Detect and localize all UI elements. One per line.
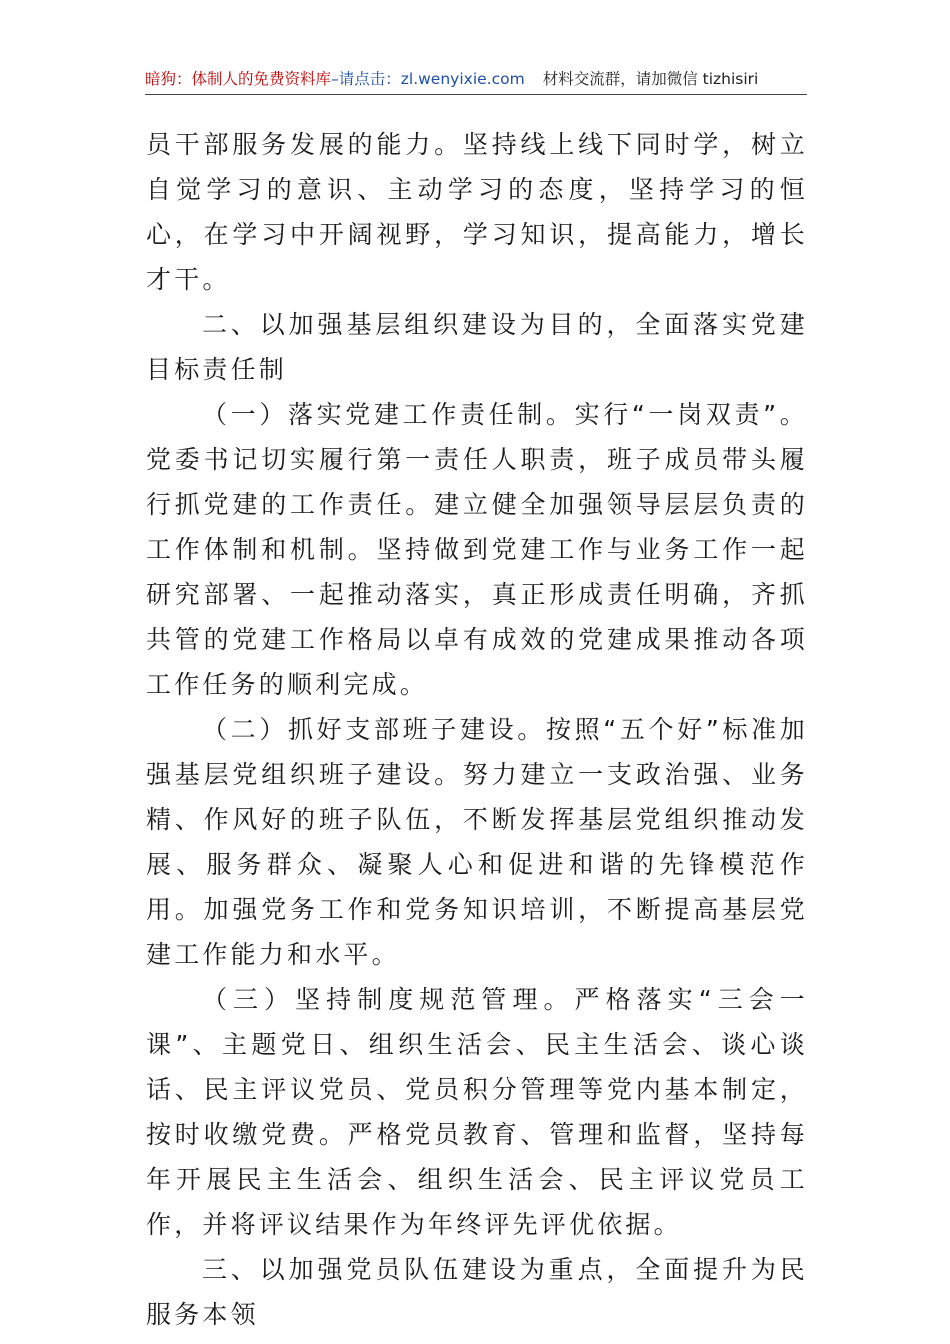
document-body	[146, 122, 808, 1337]
page-header	[145, 64, 807, 94]
header-divider	[145, 94, 807, 95]
paragraph-branch-team: （二）抓好支部班子建设。按照“五个好”标准加强基层党组织班子建设。努力建立一支政治强、业务精、作风好的班子队伍，不断发挥基层党组织推动发展、服务群众、凝聚人心和促进和谐的先锋模范作用。加强党务工作和党务知识培训，不断提高基层党建工作能力和水平。	[146, 715, 808, 969]
header-site-name: 暗狗：体制人的免费资料库	[145, 70, 332, 88]
paragraph-continuation: 员干部服务发展的能力。坚持线上线下同时学，树立自觉学习的意识、主动学习的态度，坚持学习的恒心，在学习中开阔视野，学习知识，提高能力，增长才干。	[146, 130, 808, 294]
paragraph-responsibility: （一）落实党建工作责任制。实行“一岗双责”。党委书记切实履行第一责任人职责，班子成员带头履行抓党建的工作责任。建立健全加强领导层层负责的工作体制和机制。坚持做到党建工作与业务工作一起研究部署、一起推动落实，真正形成责任明确，齐抓共管的党建工作格局以卓有成效的党建成果推动各项工作任务的顺利完成。	[146, 400, 808, 699]
header-contact: 材料交流群，请加微信 tizhisiri	[542, 70, 759, 88]
section-heading-2: 二、以加强基层组织建设为目的，全面落实党建目标责任制	[146, 310, 808, 384]
header-link[interactable]: –请点击：zl.wenyixie.com	[331, 70, 525, 88]
paragraph-system-management: （三）坚持制度规范管理。严格落实“三会一课”、主题党日、组织生活会、民主生活会、谈心谈话、民主评议党员、党员积分管理等党内基本制定，按时收缴党费。严格党员教育、管理和监督，坚持每年开展民主生活会、组织生活会、民主评议党员工作，并将评议结果作为年终评先评优依据。	[146, 985, 808, 1239]
section-heading-3: 三、以加强党员队伍建设为重点，全面提升为民服务本领	[146, 1255, 808, 1329]
